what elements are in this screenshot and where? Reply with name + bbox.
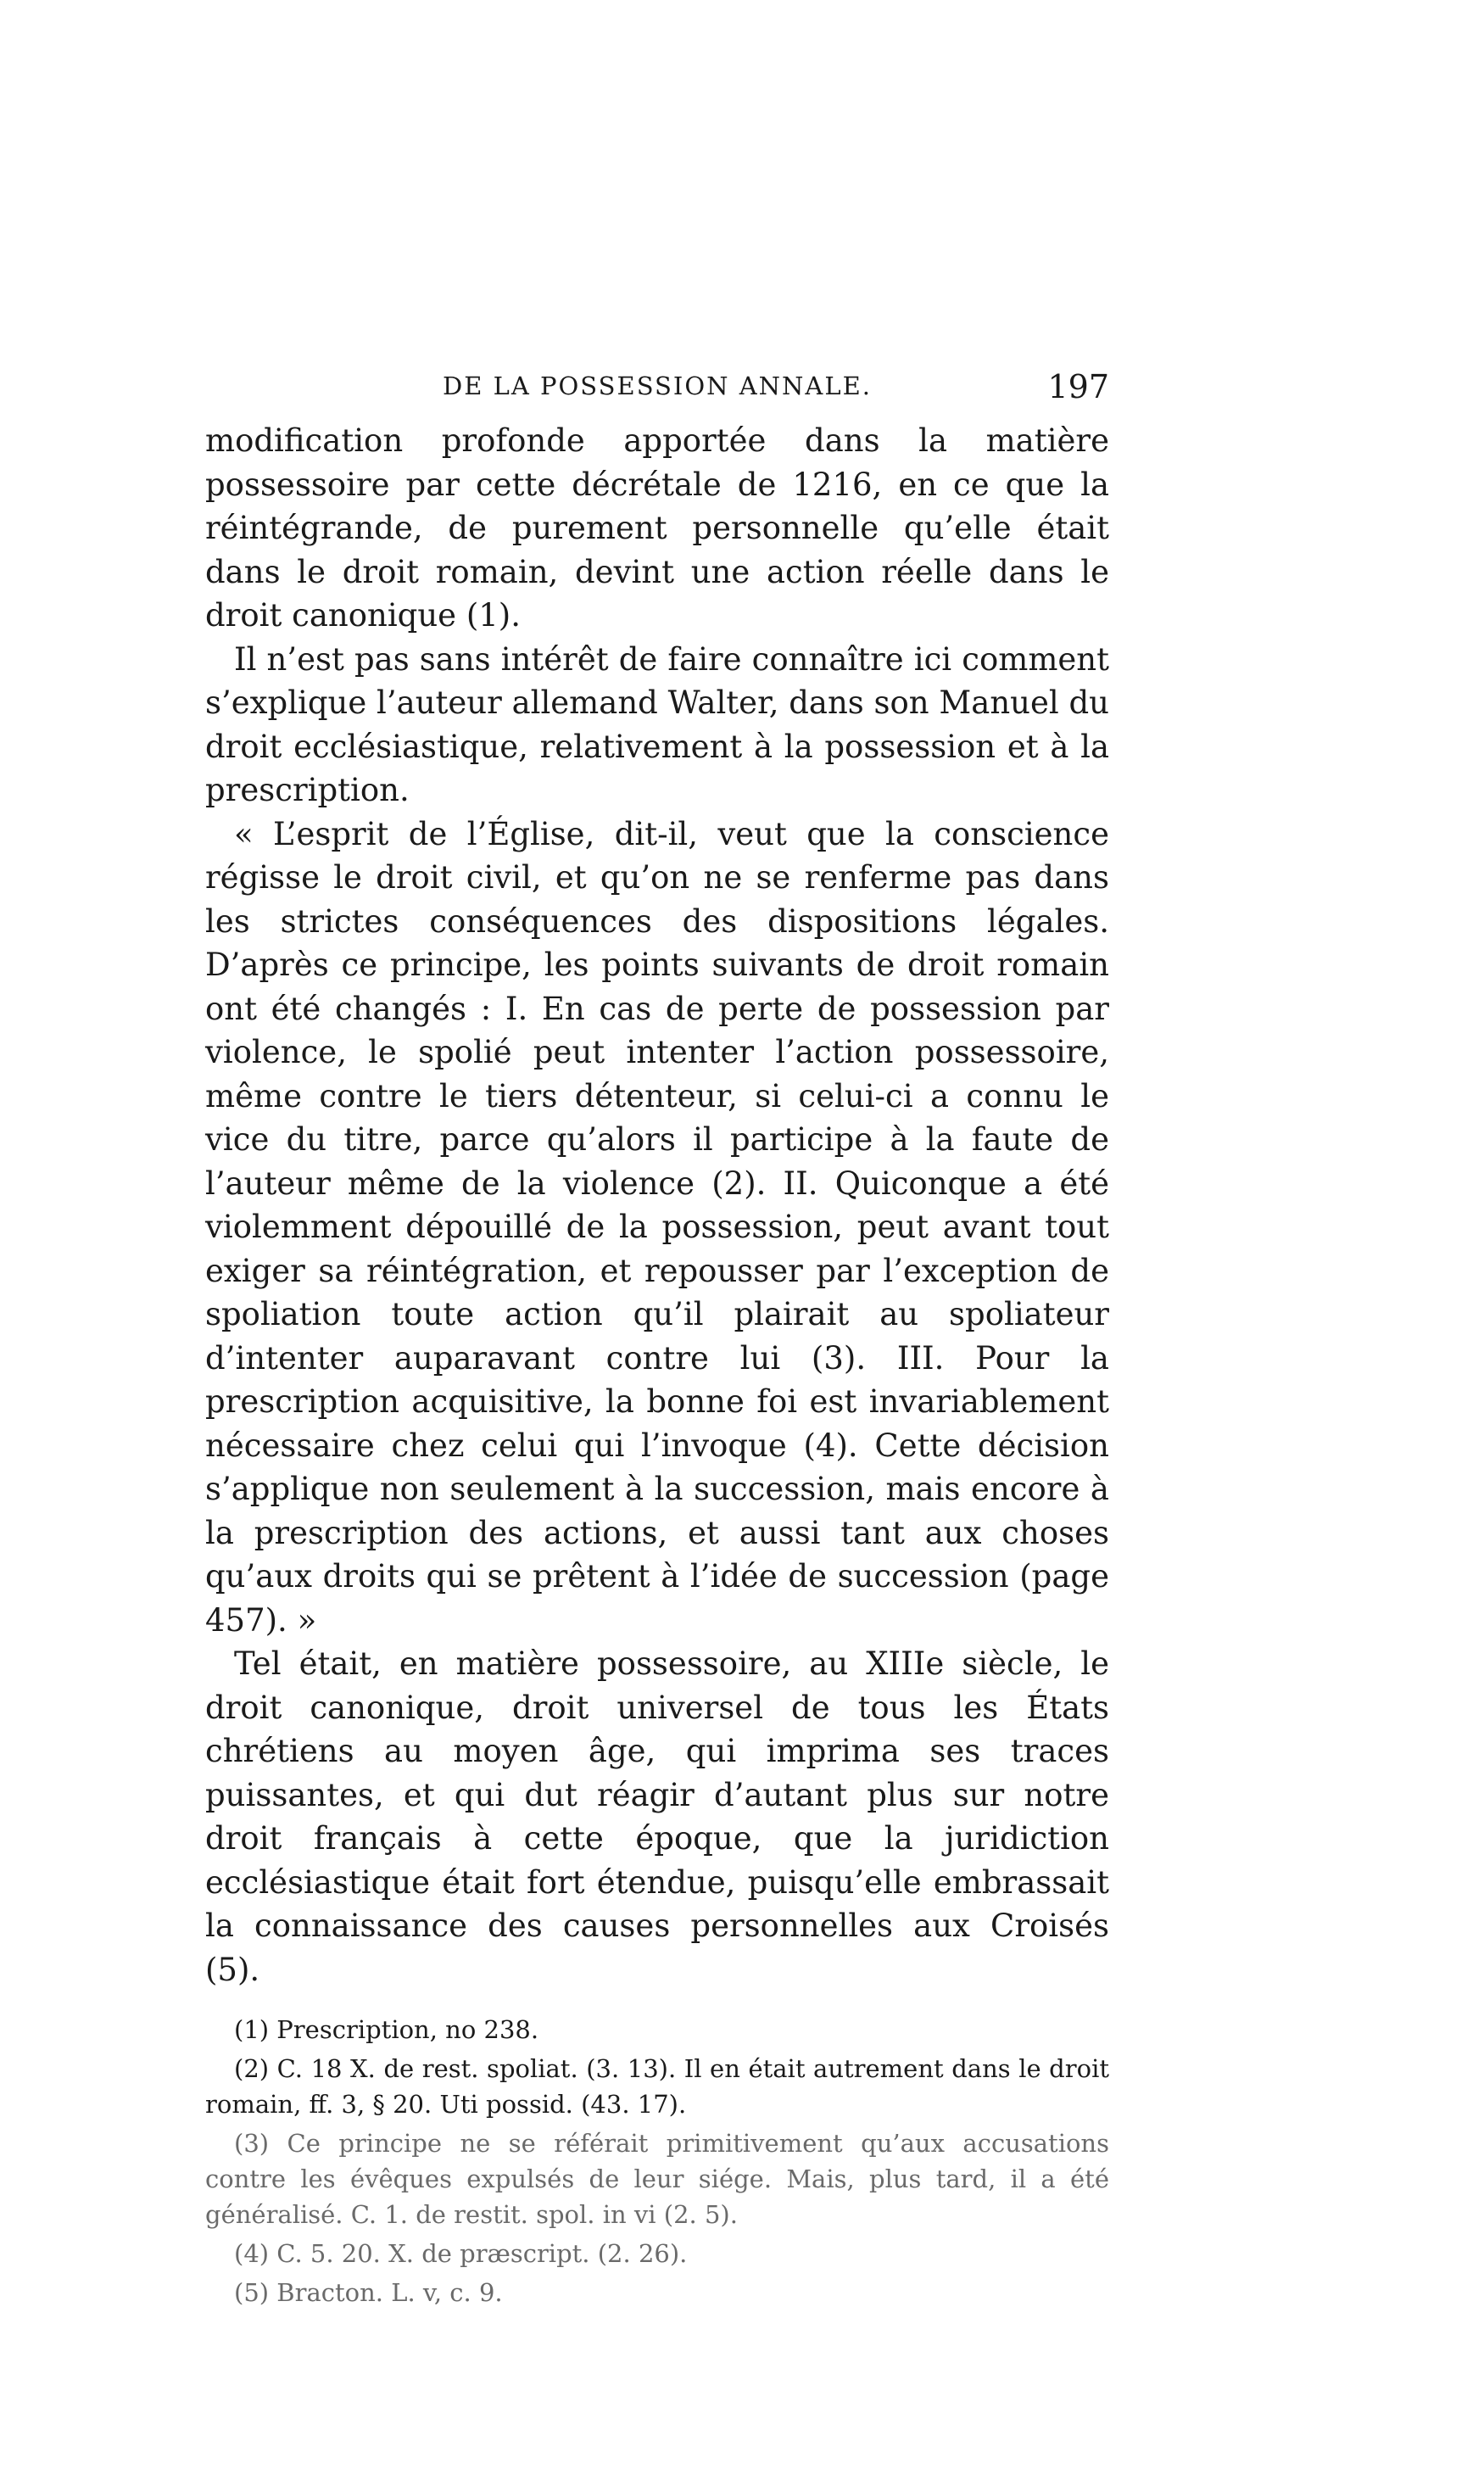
- footnote: (1) Prescription, no 238.: [234, 2015, 539, 2044]
- main-text: [205, 419, 1109, 1991]
- running-header: [205, 368, 1109, 419]
- paragraph: « L’esprit de l’Église, dit-il, veut que la conscience régisse le droit civil, et qu’on ne se renferme pas dans les strictes conséquences des dispositions légales. D’après ce principe, les points suivants de droit romain ont été changés : I. En cas de perte de possession par violence, le spolié peut intenter l’action possessoire, même contre le tiers détenteur, si celui-ci a connu le vice du titre, parce qu’alors il participe à la faute de l’auteur même de la violence (2). II. Quiconque a été violemment dépouillé de la possession, peut avant tout exiger sa réintégration, et repousser par l’exception de spoliation toute action qu’il plairait au spoliateur d’intenter auparavant contre lui (3). III. Pour la prescription acquisitive, la bonne foi est invariablement nécessaire chez celui qui l’invoque (4). Cette décision s’applique non seulement à la succession, mais encore à la prescription des actions, et aussi tant aux choses qu’aux droits qui se prêtent à l’idée de succession (page 457). »: [205, 815, 1109, 1639]
- footnote: (4) C. 5. 20. X. de præscript. (2. 26).: [234, 2239, 688, 2268]
- running-title: DE LA POSSESSION ANNALE.: [442, 371, 873, 400]
- paragraph: modification profonde apportée dans la matière possessoire par cette décrétale de 1216, en ce que la réintégrande, de purement personnelle qu’elle était dans le droit romain, devint une action réelle dans le droit canonique (1).: [205, 422, 1109, 634]
- paragraph: Il n’est pas sans intérêt de faire connaître ici comment s’explique l’auteur allemand Walter, dans son Manuel du droit ecclésiastique, relativement à la possession et à la prescription.: [205, 640, 1110, 808]
- book-page: [205, 368, 1110, 2314]
- page-number: 197: [1047, 368, 1109, 405]
- footnotes: [205, 2012, 1109, 2310]
- footnote: (3) Ce principe ne se référait primitivement qu’aux accusations contre les évêques expulsés de leur siége. Mais, plus tard, il a été généralisé. C. 1. de restit. spol. in vi (2. 5).: [205, 2129, 1109, 2229]
- footnote: (5) Bracton. L. v, c. 9.: [234, 2278, 503, 2307]
- footnote: (2) C. 18 X. de rest. spoliat. (3. 13). Il en était autrement dans le droit romain, ff. 3, § 20. Uti possid. (43. 17).: [205, 2054, 1109, 2119]
- paragraph: Tel était, en matière possessoire, au XIIIe siècle, le droit canonique, droit universel de tous les États chrétiens au moyen âge, qui imprima ses traces puissantes, et qui dut réagir d’autant plus sur notre droit français à cette époque, que la juridiction ecclésiastique était fort étendue, puisqu’elle embrassait la connaissance des causes personnelles aux Croisés (5).: [205, 1645, 1109, 1988]
